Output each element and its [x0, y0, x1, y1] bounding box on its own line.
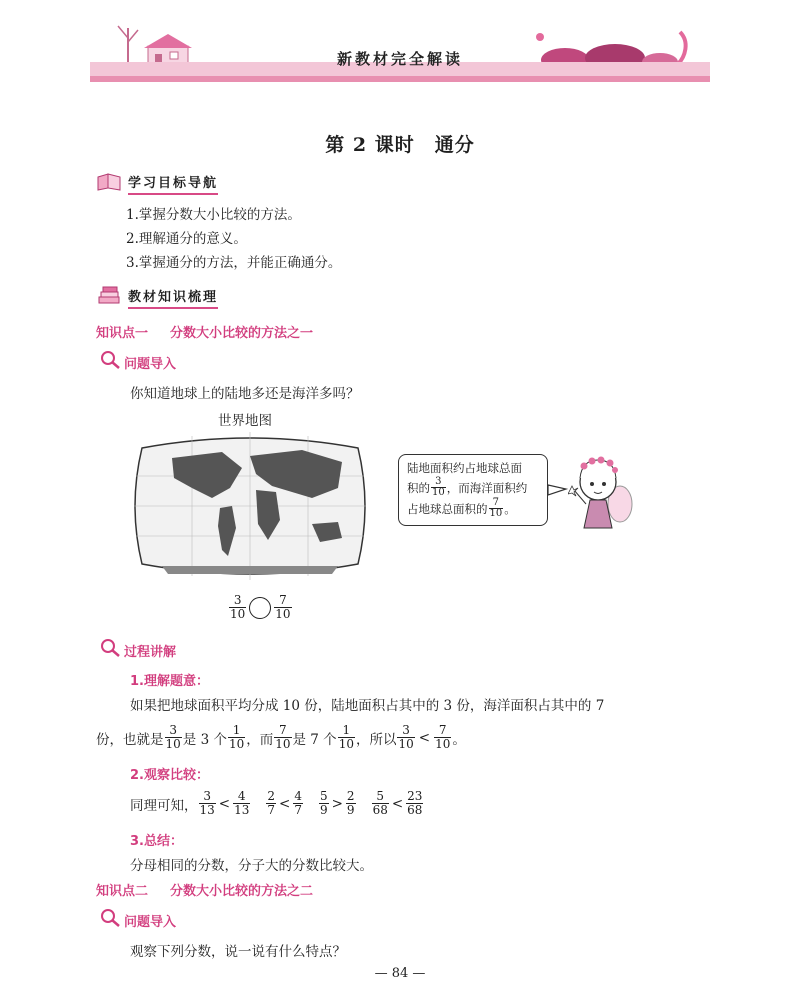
speech-bubble: 陆地面积约占地球总面 积的 $\frac{3}{10}$ ，而海洋面积约 占地球总面积的 $\frac{7}{10}$ 。: [398, 454, 548, 526]
knowledge-point-1: [96, 322, 313, 341]
fraction: $\frac{5}{9}$: [319, 789, 328, 817]
step-1: 1.理解题意：: [130, 674, 209, 689]
fraction: $\frac{3}{13}$: [199, 789, 215, 817]
fraction: $\frac{2}{7}$: [267, 789, 276, 817]
map-caption: 世界地图: [218, 413, 272, 429]
kp2-title: 分数大小比较的方法之二: [170, 884, 314, 899]
fraction: $\frac{1}{10}$: [228, 723, 245, 751]
process-heading-label: 过程讲解: [124, 644, 177, 660]
fraction: $\frac{23}{68}$: [407, 789, 423, 817]
magnifier-icon: [100, 350, 122, 374]
kp1-title: 分数大小比较的方法之一: [170, 326, 314, 341]
fairy-girl-illustration: [568, 450, 638, 540]
world-map: [132, 428, 368, 584]
intro1-heading: [100, 350, 176, 374]
process-paragraph-2: 份，也就是 $\frac{3}{10}$ 是 3 个 $\frac{1}{10}$ ，而 $\frac{7}{10}$ 是 7 个 $\frac{1}{10}$ ，所以 $\frac{3}{10}$ < $\frac{7}{10}$ 。: [96, 723, 466, 751]
knowledge-heading-label: 教材知识梳理: [128, 286, 218, 309]
fraction: $\frac{3}{10}$: [432, 476, 445, 498]
fraction: $\frac{5}{68}$: [372, 789, 388, 817]
compare-fractions: [228, 594, 293, 621]
compare-line: 同理可知， $\frac{3}{13}$ < $\frac{4}{13}$ $\frac{2}{7}$ < $\frac{4}{7}$ $\frac{5}{9}$ > $\frac{2}{9}$ $\frac{5}{68}$ < $\frac{23}{68}$: [130, 789, 423, 817]
fraction: $\frac{4}{13}$: [234, 789, 250, 817]
header-title: 新教材完全解读: [336, 50, 463, 68]
fraction: $\frac{7}{10}$: [489, 497, 503, 519]
intro2-question: 观察下列分数，说一说有什么特点？: [130, 944, 346, 960]
goals-heading: [96, 172, 218, 194]
goal-item: 1.掌握分数大小比较的方法。: [126, 207, 301, 223]
page-number: — 84 —: [374, 966, 426, 981]
fraction: $\frac{2}{9}$: [346, 789, 355, 817]
kp1-label: 知识点一: [96, 326, 149, 341]
header-decoration-left: [100, 18, 210, 68]
fraction: $\frac{7}{10}$: [435, 723, 451, 751]
fraction: $\frac{1}{10}$: [338, 723, 354, 751]
intro2-heading: [100, 908, 176, 932]
knowledge-point-2: [96, 880, 313, 899]
intro2-heading-label: 问题导入: [124, 914, 177, 930]
process-paragraph-1: 如果把地球面积平均分成 10 份，陆地面积占其中的 3 份，海洋面积占其中的 7: [130, 698, 605, 714]
magnifier-icon: [100, 908, 122, 932]
goal-item: 2.理解通分的意义。: [126, 231, 247, 247]
fraction: $\frac{3}{10}$: [165, 723, 181, 751]
kp2-label: 知识点二: [96, 884, 149, 899]
fraction: $\frac{7}{10}$: [275, 593, 291, 621]
intro1-heading-label: 问题导入: [124, 356, 177, 372]
summary: 分母相同的分数，分子大的分数比较大。: [130, 858, 373, 874]
process-heading: [100, 638, 176, 662]
fraction: $\frac{3}{10}$: [398, 723, 414, 751]
fraction: $\frac{4}{7}$: [294, 789, 302, 817]
blank-circle-icon[interactable]: [249, 597, 271, 619]
books-icon: [96, 285, 122, 309]
step-3: 3.总结：: [130, 834, 183, 849]
knowledge-heading: [96, 286, 218, 308]
magnifier-icon: [100, 638, 122, 662]
goal-item: 3.掌握通分的方法，并能正确通分。: [126, 255, 342, 271]
intro1-question: 你知道地球上的陆地多还是海洋多吗？: [130, 386, 360, 402]
header-band-dark: [90, 76, 710, 82]
lesson-title: 第 2 课时 通分: [325, 134, 475, 156]
fraction: $\frac{3}{10}$: [230, 593, 246, 621]
goals-heading-label: 学习目标导航: [128, 172, 218, 195]
book-icon: [96, 171, 122, 195]
step-2: 2.观察比较：: [130, 768, 209, 783]
fraction: $\frac{7}{10}$: [275, 723, 291, 751]
bubble-tail: [548, 482, 568, 501]
